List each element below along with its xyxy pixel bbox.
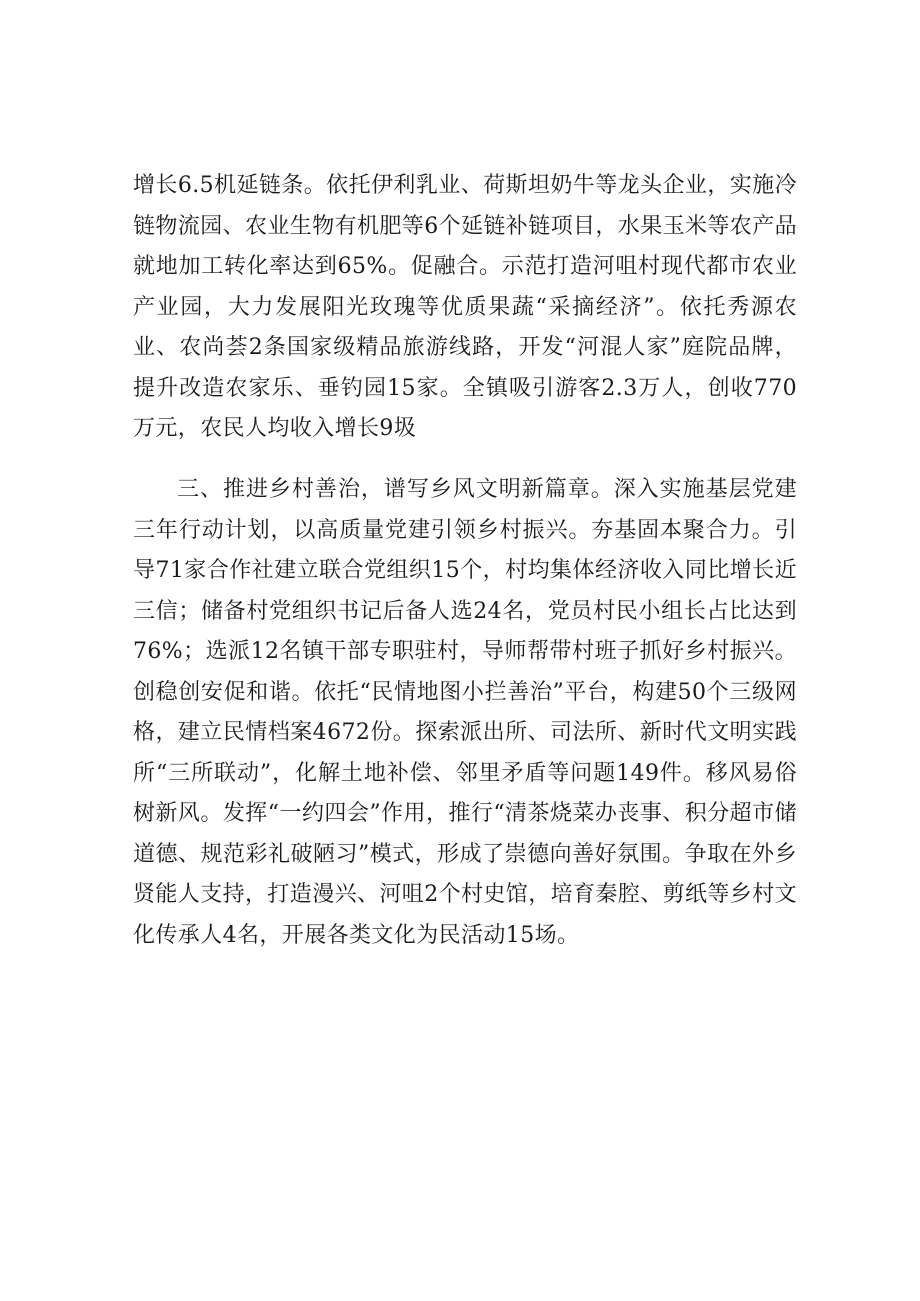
paragraph-extend-chain: 增长6.5机延链条。依托伊利乳业、荷斯坦奶牛等龙头企业，实施冷链物流园、农业生物有机肥等6个延链补链项目，水果玉米等农产品就地加工转化率达到65%。促融合。示范打造河咀村现代都市农业产业园，大力发展阳光玫瑰等优质果蔬“采摘经济”。依托秀源农业、农尚荟2条国家级精品旅游线路，开发“河混人家”庭院品牌，提升改造农家乐、垂钓园15家。全镇吸引游客2.3万人，创收770万元，农民人均收入增长9圾	[133, 173, 797, 441]
paragraph-rural-governance: 三、推进乡村善治，谱写乡风文明新篇章。深入实施基层党建三年行动计划，以高质量党建引领乡村振兴。夯基固本聚合力。引导71家合作社建立联合党组织15个，村均集体经济收入同比增长近三信；储备村党组织书记后备人选24名，党员村民小组长占比达到76%；选派12名镇干部专职驻村，导师帮带村班子抓好乡村振兴。创稳创安促和谐。依托“民情地图小拦善治”平台，构建50个三级网格，建立民情档案4672份。探索派出所、司法所、新时代文明实践所“三所联动”，化解土地补偿、邻里矛盾等问题149件。移风易俗树新风。发挥“一约四会”作用，推行“清茶烧菜办丧事、积分超市储道德、规范彩礼破陋习”模式，形成了崇德向善好氛围。争取在外乡贤能人支持，打造漫兴、河咀2个村史馆，培育秦腔、剪纸等乡村文化传承人4名，开展各类文化为民活动15场。	[133, 477, 797, 948]
